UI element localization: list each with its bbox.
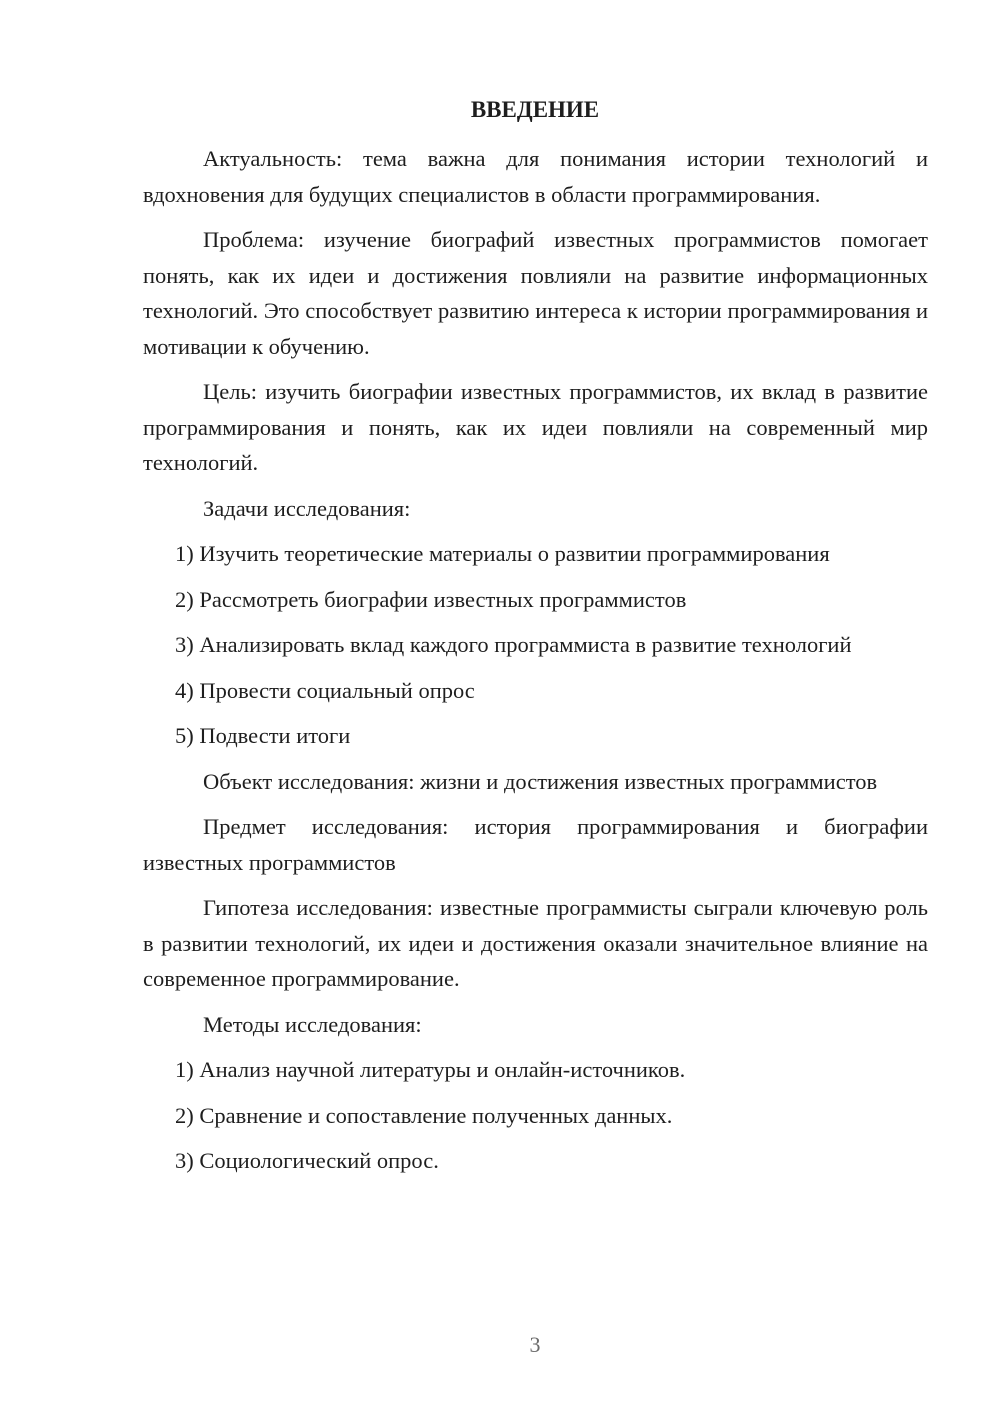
task-item-5: 5) Подвести итоги [175, 723, 351, 748]
task-item-1: 1) Изучить теоретические материалы о развитии программирования [175, 541, 830, 566]
paragraph-goal: Цель: изучить биографии известных программистов, их вклад в развитие программирования и понять, как их идеи повлияли на современный мир технологий. [143, 379, 928, 475]
paragraph-hypothesis: Гипотеза исследования: известные программисты сыграли ключевую роль в развитии технологий, их идеи и достижения оказали значительное влияние на современное программирование. [143, 895, 928, 991]
task-item-4: 4) Провести социальный опрос [175, 677, 475, 703]
page-number: 3 [529, 1332, 541, 1357]
tasks-heading: Задачи исследования: [203, 495, 411, 521]
methods-heading: Методы исследования: [203, 1011, 422, 1037]
method-item-1: 1) Анализ научной литературы и онлайн-источников. [175, 1057, 686, 1082]
paragraph-subject: Предмет исследования: история программирования и биографии известных программистов [143, 814, 928, 875]
document-body [143, 141, 928, 1189]
paragraph-relevance: Актуальность: тема важна для понимания истории технологий и вдохновения для будущих специалистов в области программирования. [143, 146, 928, 207]
page-title: ВВЕДЕНИЕ [470, 97, 600, 122]
task-item-2: 2) Рассмотреть биографии известных программистов [175, 586, 687, 612]
task-item-3: 3) Анализировать вклад каждого программиста в развитие технологий [175, 632, 852, 657]
paragraph-object: Объект исследования: жизни и достижения известных программистов [203, 768, 878, 794]
paragraph-problem: Проблема: изучение биографий известных программистов помогает понять, как их идеи и достижения повлияли на развитие информационных технологий. Это способствует развитию интереса к истории программирования и мотивации к обучению. [143, 227, 928, 359]
method-item-2: 2) Сравнение и сопоставление полученных данных. [175, 1102, 673, 1128]
method-item-3: 3) Социологический опрос. [175, 1148, 439, 1173]
